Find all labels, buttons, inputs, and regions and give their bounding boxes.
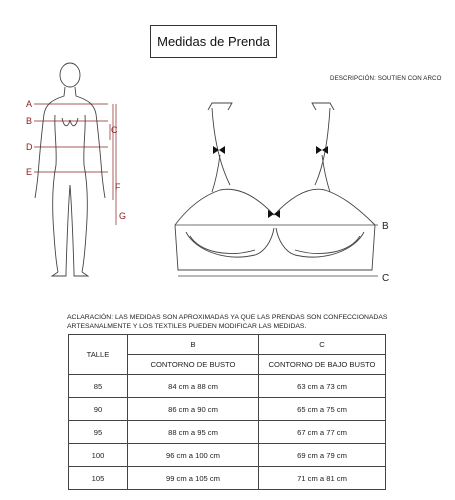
col-c-name: CONTORNO DE BAJO BUSTO [259, 355, 386, 375]
label-d: D [26, 142, 33, 152]
size-cell: 105 [69, 467, 128, 490]
bust-cell: 96 cm a 100 cm [128, 444, 259, 467]
underbust-cell: 63 cm a 73 cm [259, 375, 386, 398]
garment-measure-lines [175, 225, 378, 276]
label-a: A [26, 99, 33, 109]
underbust-cell: 69 cm a 79 cm [259, 444, 386, 467]
col-b-name: CONTORNO DE BUSTO [128, 355, 259, 375]
measure-lines [34, 104, 116, 225]
garment-label-c: C [382, 273, 390, 284]
bust-cell: 84 cm a 88 cm [128, 375, 259, 398]
table-row [69, 421, 386, 444]
size-cell: 85 [69, 375, 128, 398]
underbust-cell: 71 cm a 81 cm [259, 467, 386, 490]
garment-label-b: B [382, 221, 389, 232]
label-b: B [26, 116, 33, 126]
bra-illustration [175, 103, 375, 270]
bust-cell: 86 cm a 90 cm [128, 398, 259, 421]
col-b-letter: B [128, 335, 259, 355]
underbust-cell: 67 cm a 77 cm [259, 421, 386, 444]
table-row [69, 467, 386, 490]
bust-cell: 99 cm a 105 cm [128, 467, 259, 490]
page-title: Medidas de Prenda [157, 34, 270, 49]
measure-labels [26, 99, 126, 221]
size-header: TALLE [69, 335, 128, 375]
label-c: C [111, 125, 118, 135]
garment-labels [382, 221, 389, 284]
bow-decorations [213, 146, 328, 218]
disclaimer-note: ACLARACIÓN: LAS MEDIDAS SON APROXIMADAS YA QUE LAS PRENDAS SON CONFECCIONADAS ARTESANALMENTE Y LOS TEXTILES PUEDEN MODIFICAR LAS MEDIDAS. [67, 314, 388, 330]
label-e: E [26, 167, 33, 177]
size-cell: 100 [69, 444, 128, 467]
garment-description: DESCRIPCIÓN: SOUTIEN CON ARCO [330, 75, 442, 82]
table-row [69, 375, 386, 398]
label-g: G [119, 211, 127, 221]
underbust-cell: 65 cm a 75 cm [259, 398, 386, 421]
col-c-letter: C [259, 335, 386, 355]
table-row [69, 398, 386, 421]
size-cell: 90 [69, 398, 128, 421]
body-silhouette [35, 63, 105, 276]
size-cell: 95 [69, 421, 128, 444]
label-f: F [115, 182, 121, 192]
bust-cell: 88 cm a 95 cm [128, 421, 259, 444]
size-table [68, 334, 386, 490]
table-row [69, 444, 386, 467]
